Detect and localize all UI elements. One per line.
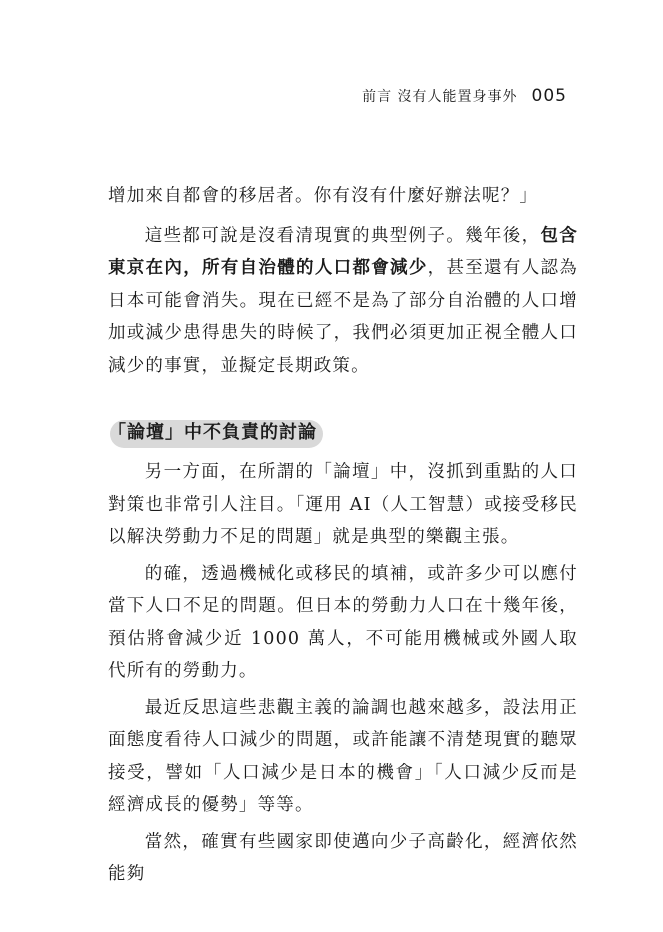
paragraph: 另一方面，在所謂的「論壇」中，沒抓到重點的人口對策也非常引人注目。「運用 AI（人工智慧）或接受移民以解決勞動力不足的問題」就是典型的樂觀主張。: [108, 462, 578, 547]
section-heading-text: 「論壇」中不負責的討論: [108, 422, 317, 443]
paragraph-text: ，甚至還有人認為日本可能會消失。現在已經不是為了部分自治體的人口增加或減少患得患失的時候了，我們必須更加正視全體人口減少的事實，並擬定長期政策。: [108, 258, 578, 376]
chapter-title: 前言 沒有人能置身事外: [362, 89, 518, 105]
paragraph-text: 這些都可說是沒看清現實的典型例子。幾年後，: [144, 225, 541, 246]
running-header: [362, 86, 567, 106]
paragraph-continuation: 增加來自都會的移居者。你有沒有什麼好辦法呢？」: [108, 186, 539, 206]
page-number: 005: [531, 86, 567, 106]
paragraph: 最近反思這些悲觀主義的論調也越來越多，設法用正面態度看待人口減少的問題，或許能讓不清楚現實的聽眾接受，譬如「人口減少是日本的機會」「人口減少反而是經濟成長的優勢」等等。: [108, 697, 578, 815]
paragraph: [108, 220, 578, 383]
section-heading: [108, 416, 317, 450]
emphasis-text: 包含東京在內，所有自治體的人口都會減少: [108, 225, 578, 278]
page-body: [108, 180, 578, 891]
paragraph: 的確，透過機械化或移民的填補，或許多少可以應付當下人口不足的問題。但日本的勞動力人口在十幾年後，預估將會減少近 1000 萬人，不可能用機械或外國人取代所有的勞動力。: [108, 563, 578, 681]
paragraph: 當然，確實有些國家即使邁向少子高齡化，經濟依然能夠: [108, 831, 578, 884]
